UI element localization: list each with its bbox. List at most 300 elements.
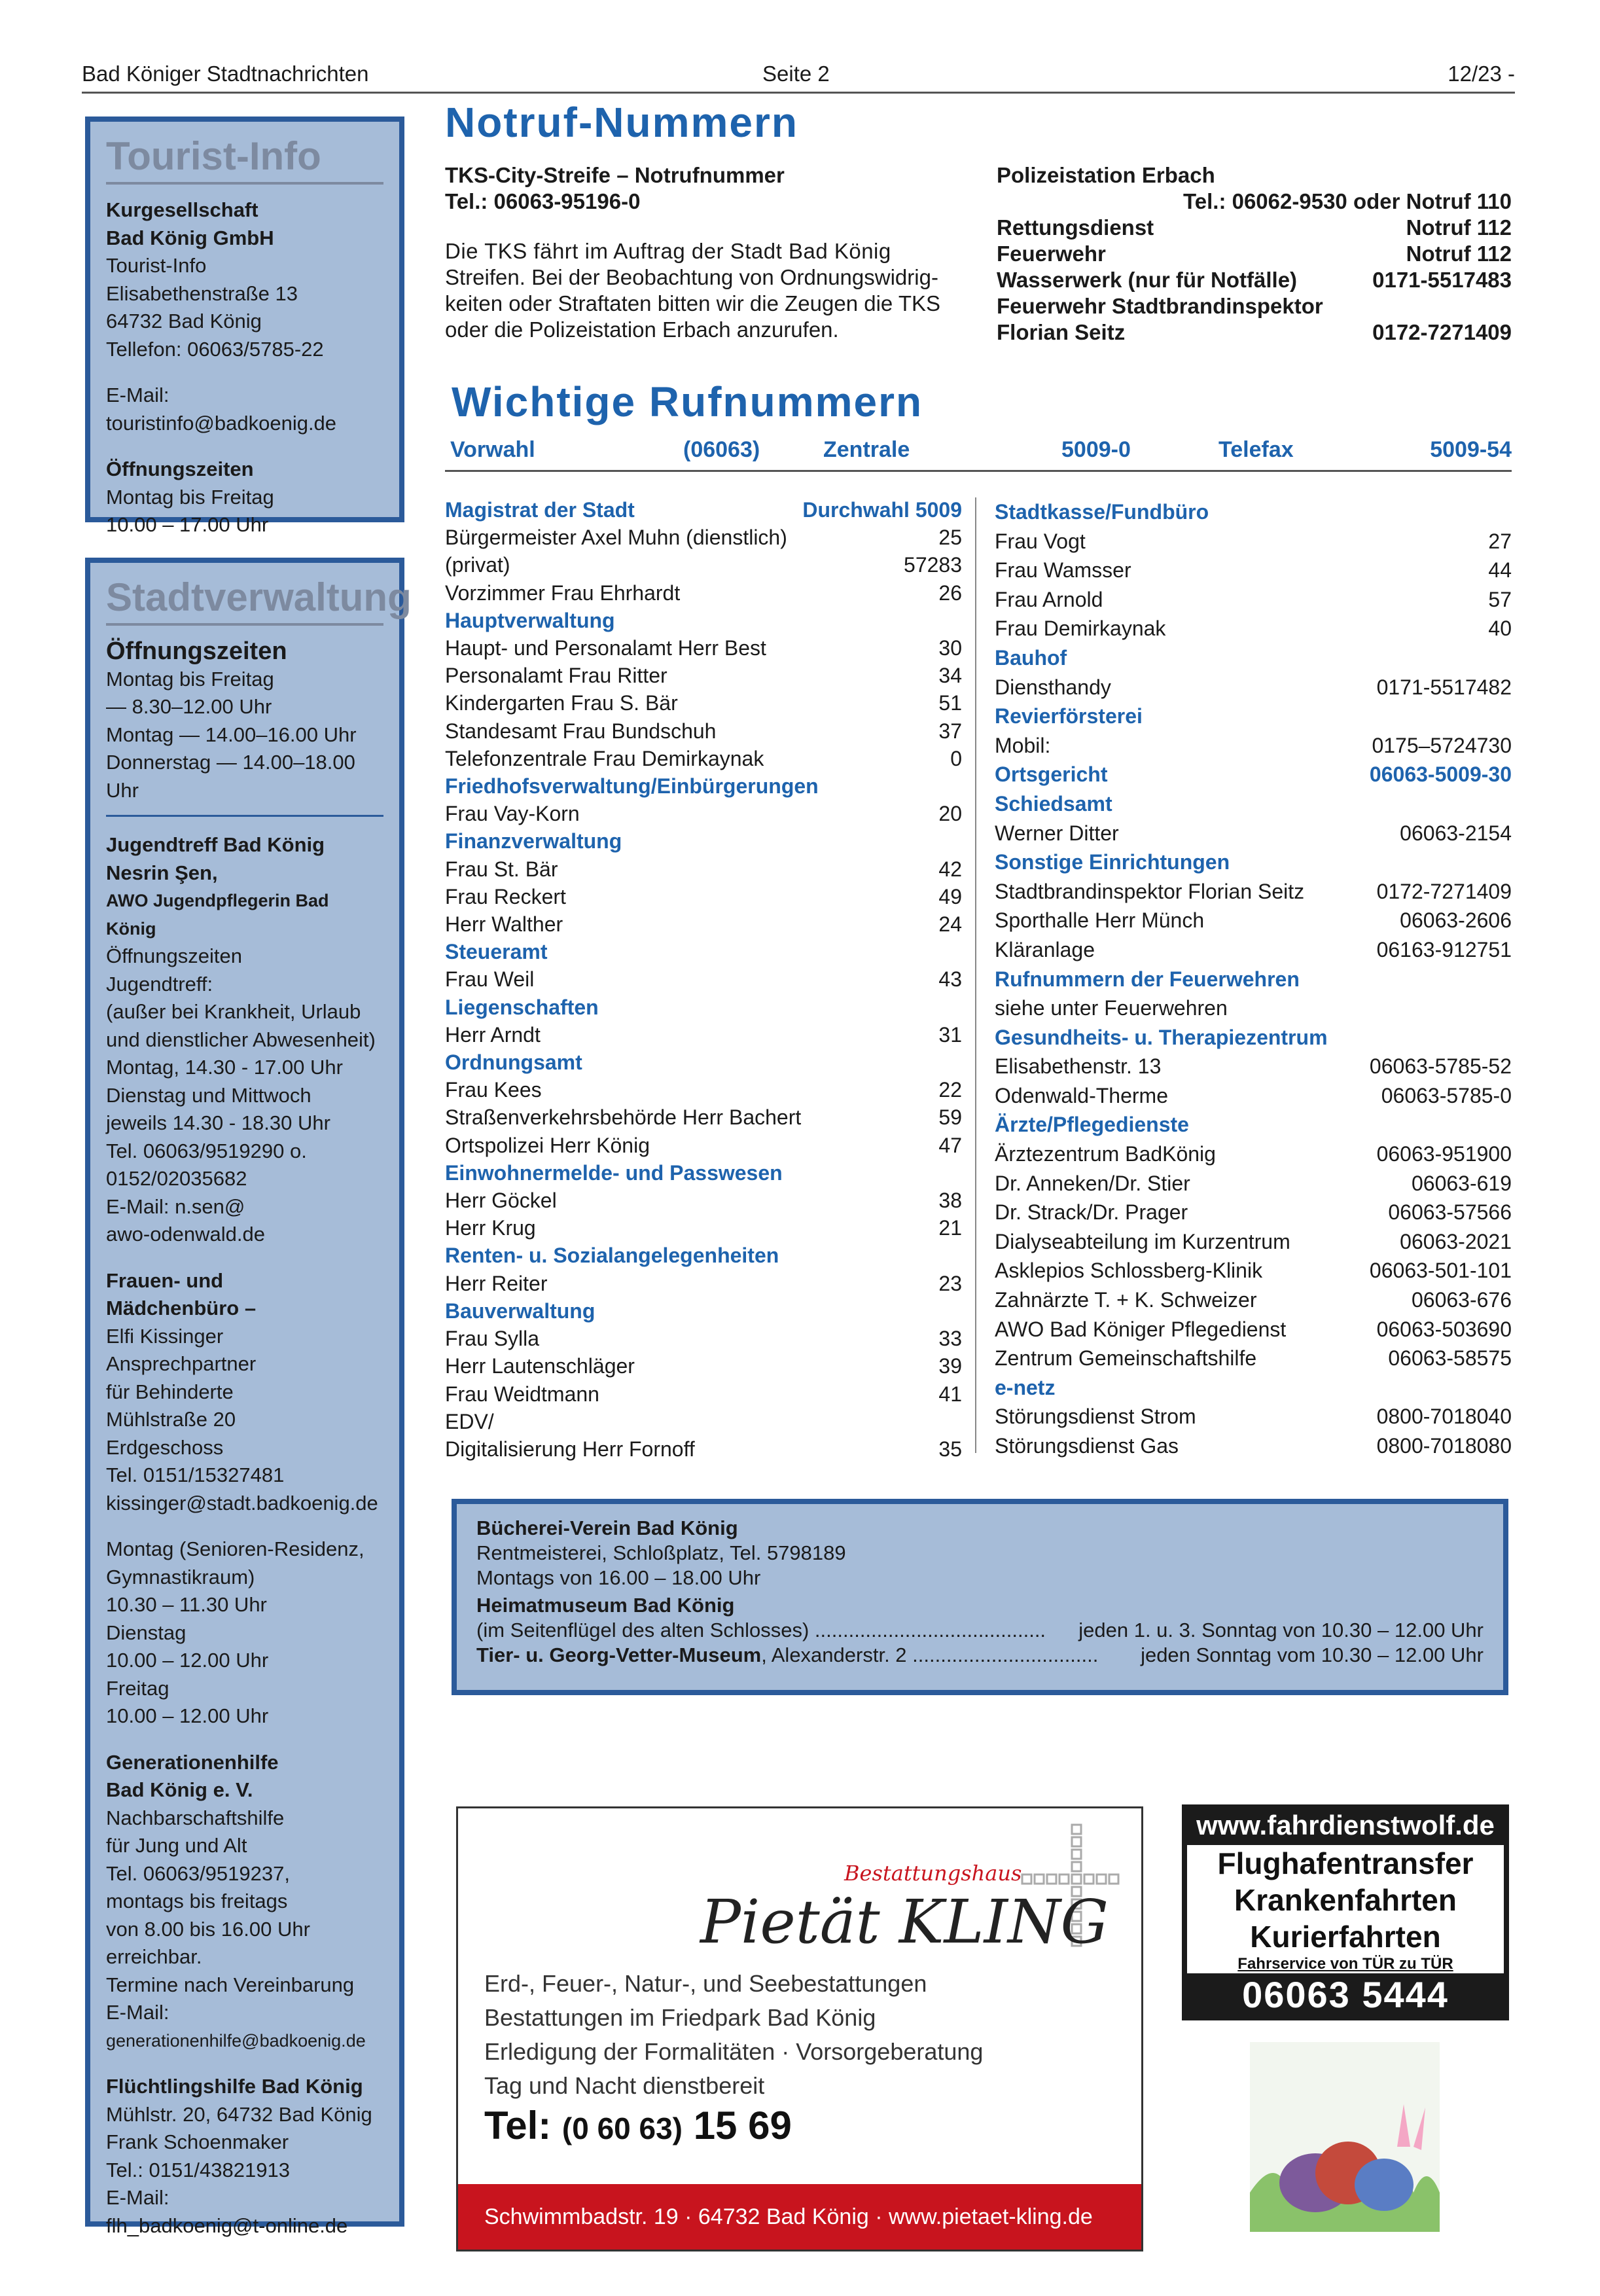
email-link[interactable]: flh_badkoenig@t-online.de — [106, 2214, 348, 2237]
category-row — [445, 772, 962, 800]
contact-name: Herr Krug — [445, 1216, 536, 1240]
emergency-label: Feuerwehr — [997, 242, 1106, 266]
extension-number: 57283 — [904, 553, 962, 577]
text-line: 10.00 – 12.00 Uhr — [106, 1704, 269, 1727]
tks-phone: Tel.: 06063-95196-0 — [445, 189, 641, 213]
text-line: Mühlstraße 20 — [106, 1408, 236, 1431]
category-number: Durchwahl 5009 — [802, 498, 962, 522]
museum-address: , Alexanderstr. 2 ................................. — [761, 1643, 1099, 1666]
contact-name: Digitalisierung Herr Fornoff — [445, 1437, 695, 1461]
hours-line: Montag — 14.00–16.00 Uhr — [106, 723, 357, 746]
extension-number: 06063-2021 — [1400, 1229, 1512, 1253]
phone-row — [445, 1270, 962, 1297]
phone-row — [445, 634, 962, 662]
hours-line: Donnerstag — 14.00–18.00 Uhr — [106, 751, 355, 802]
frauenbuero-title: Frauen- und — [106, 1268, 224, 1292]
phone-row — [445, 689, 962, 717]
museum-row — [476, 1643, 1484, 1668]
hours-line: Montag bis Freitag — [106, 667, 274, 691]
taxi-service-ad — [1182, 1804, 1509, 2020]
phone-row — [995, 1198, 1512, 1227]
contact-name: Dialyseabteilung im Kurzentrum — [995, 1229, 1290, 1253]
phone-row — [445, 1408, 962, 1435]
tel-number: 15 69 — [693, 2104, 792, 2147]
contact-name: EDV/ — [445, 1409, 494, 1433]
contact-name: Frau Vay-Korn — [445, 802, 580, 826]
extension-number: 26 — [938, 581, 962, 605]
extension-number: 06063-951900 — [1376, 1142, 1512, 1166]
category-label: e-netz — [995, 1375, 1056, 1399]
ad-phone: 06063 5444 — [1242, 1974, 1449, 2015]
extension-number: 0 — [950, 746, 962, 770]
extension-number: 0800-7018040 — [1376, 1405, 1512, 1429]
contact-name: Sporthalle Herr Münch — [995, 908, 1205, 933]
text-line: Tel. 06063/9519290 o. — [106, 1139, 307, 1162]
phone-row — [995, 935, 1512, 965]
emergency-label: Florian Seitz — [997, 320, 1126, 344]
contact-name: (privat) — [445, 553, 510, 577]
contact-name: Ortspolizei Herr König — [445, 1133, 650, 1157]
service-line: Kurierfahrten — [1250, 1920, 1441, 1954]
phone-row — [995, 614, 1512, 643]
text-line: erreichbar. — [106, 1945, 202, 1968]
police-phone: Tel.: 06062-9530 oder Notruf 110 — [1183, 189, 1512, 213]
category-label: Hauptverwaltung — [445, 608, 615, 632]
contact-name: Frau Demirkaynak — [995, 617, 1166, 641]
extension-number: 39 — [938, 1354, 962, 1378]
phone-row — [445, 524, 962, 551]
contact-name: Frau Sylla — [445, 1327, 540, 1351]
contact-name: Frau Vogt — [995, 529, 1086, 553]
hours-title: Öffnungszeiten — [106, 637, 287, 665]
extension-number: 0800-7018080 — [1376, 1434, 1512, 1458]
extension-number: 06063-2606 — [1400, 908, 1512, 933]
phone-row — [995, 819, 1512, 848]
extension-number: 37 — [938, 719, 962, 743]
ad-phone — [484, 2103, 792, 2148]
contact-name: Herr Walther — [445, 912, 563, 937]
address-line: Tourist-Info — [106, 254, 207, 277]
extension-number: 27 — [1488, 529, 1512, 553]
contact-name: Personalamt Frau Ritter — [445, 664, 667, 688]
phone-row — [995, 556, 1512, 585]
phone-row — [445, 551, 962, 579]
phone-row — [445, 1435, 962, 1463]
phone-row — [995, 1315, 1512, 1344]
phone-row — [445, 1103, 962, 1131]
phone-row — [445, 1132, 962, 1159]
contact-name: Standesamt Frau Bundschuh — [445, 719, 717, 743]
category-row — [445, 1242, 962, 1269]
contact-name: Frau St. Bär — [445, 857, 558, 881]
org-name-2: Bad König GmbH — [106, 226, 274, 249]
address-line: 64732 Bad König — [106, 310, 262, 332]
easter-eggs-graphic — [1250, 2042, 1440, 2232]
contact-name: Elisabethenstr. 13 — [995, 1054, 1162, 1079]
hours-label: Öffnungszeiten — [106, 457, 254, 480]
phone-row — [995, 1256, 1512, 1285]
phone-row — [445, 800, 962, 827]
emergency-row — [997, 267, 1512, 293]
text-line: Tel. 06063/9519237, — [106, 1861, 290, 1885]
jugendtreff-role: AWO Jugendpflegerin Bad König — [106, 891, 329, 939]
page-header — [82, 58, 1515, 94]
extension-number: 43 — [938, 967, 962, 992]
phone-row — [995, 1081, 1512, 1111]
contact-name: Dr. Strack/Dr. Prager — [995, 1200, 1188, 1225]
category-label: Friedhofsverwaltung/Einbürgerungen — [445, 774, 819, 798]
phone-row — [995, 1285, 1512, 1315]
category-row — [995, 760, 1512, 789]
text-line: und dienstlicher Abwesenheit) — [106, 1028, 376, 1051]
service-line: Tag und Nacht dienstbereit — [484, 2072, 765, 2099]
extension-number: 06063-57566 — [1388, 1200, 1512, 1225]
museum-location: (im Seitenflügel des alten Schlosses) ......................................... — [476, 1619, 1046, 1641]
text-line: Jugendtreff: — [106, 972, 213, 996]
page-number: Seite 2 — [762, 62, 830, 86]
category-label: Ärzte/Pflegedienste — [995, 1113, 1189, 1137]
ad-url: www.fahrdienstwolf.de — [1196, 1810, 1495, 1840]
email-link[interactable]: E-Mail: n.sen@ — [106, 1194, 245, 1218]
category-row — [445, 496, 962, 524]
hours-line: — 8.30–12.00 Uhr — [106, 695, 272, 718]
contact-name: Straßenverkehrsbehörde Herr Bachert — [445, 1105, 802, 1130]
email-link[interactable]: kissinger@stadt.badkoenig.de — [106, 1491, 378, 1515]
hours-days: Montag bis Freitag — [106, 485, 274, 509]
phone-row — [995, 1169, 1512, 1198]
text-line: Dienstag — [106, 1621, 187, 1644]
easter-eggs-image — [1250, 2042, 1440, 2232]
phone-row — [445, 1076, 962, 1103]
contact-name: Frau Weil — [445, 967, 535, 992]
extension-number: 41 — [938, 1382, 962, 1406]
extension-number: 0171-5517482 — [1376, 675, 1512, 699]
email-link[interactable]: generationenhilfe@badkoenig.de — [106, 2030, 366, 2051]
tks-title: TKS-City-Streife – Notrufnummer — [445, 163, 785, 187]
email-label: E-Mail: — [106, 384, 169, 406]
phone-row — [445, 1380, 962, 1408]
text-line: von 8.00 bis 16.00 Uhr — [106, 1917, 310, 1941]
stadtverwaltung-title: Stadtverwaltung — [106, 572, 383, 626]
phone-row — [445, 883, 962, 910]
contact-name: Herr Reiter — [445, 1271, 548, 1295]
extension-number: 06063-503690 — [1376, 1317, 1512, 1341]
contact-name: Frau Wamsser — [995, 558, 1131, 583]
tel-label: Tel: — [484, 2104, 552, 2147]
jugendtreff-contact: Nesrin Şen, — [106, 861, 218, 884]
address-line: Elisabethenstraße 13 — [106, 281, 298, 305]
category-row — [445, 1297, 962, 1325]
library-address: Rentmeisterei, Schloßplatz, Tel. 5798189 — [476, 1541, 846, 1564]
category-row — [995, 848, 1512, 877]
extension-number: 44 — [1488, 558, 1512, 583]
category-label: Sonstige Einrichtungen — [995, 850, 1230, 874]
emergency-number: Notruf 112 — [1406, 242, 1512, 266]
category-number: 06063-5009-30 — [1369, 762, 1512, 787]
contact-name: Herr Göckel — [445, 1189, 557, 1213]
category-label: Bauhof — [995, 645, 1067, 670]
extension-number: 25 — [938, 526, 962, 550]
service-line: Krankenfahrten — [1234, 1883, 1457, 1917]
text-line: Mühlstr. 20, 64732 Bad König — [106, 2102, 372, 2126]
category-row — [445, 827, 962, 855]
emergency-number: 0171-5517483 — [1372, 268, 1512, 292]
category-label: Finanzverwaltung — [445, 829, 622, 853]
tourist-info-box — [85, 117, 404, 536]
telefax-label: Telefax — [1218, 437, 1294, 462]
contact-name: siehe unter Feuerwehren — [995, 996, 1228, 1020]
emergency-row — [997, 319, 1512, 346]
text-line: Montag (Senioren-Residenz, — [106, 1537, 364, 1560]
tks-block — [445, 162, 962, 343]
extension-number: 0172-7271409 — [1376, 879, 1512, 903]
text-line: Freitag — [106, 1676, 169, 1700]
phone-row — [445, 910, 962, 938]
category-row — [445, 1159, 962, 1187]
extension-number: 38 — [938, 1189, 962, 1213]
phone-row — [445, 1352, 962, 1380]
contact-name: Ärztezentrum BadKönig — [995, 1142, 1216, 1166]
service-list — [484, 1967, 983, 2103]
tks-text: keiten oder Straftaten bitten wir die Zeugen die TKS — [445, 291, 941, 315]
category-label: Steueramt — [445, 940, 548, 964]
contact-name: Werner Ditter — [995, 821, 1119, 845]
frauenbuero-title-2: Mädchenbüro – — [106, 1297, 257, 1319]
phone-row — [445, 1021, 962, 1049]
extension-number: 06063-501-101 — [1369, 1259, 1512, 1283]
phone-row — [445, 855, 962, 883]
stadtverwaltung-box — [85, 558, 412, 2237]
text-line: 0152/02035682 — [106, 1167, 247, 1190]
jugendtreff-title: Jugendtreff Bad König — [106, 833, 325, 856]
divider — [106, 815, 383, 817]
extension-number: 21 — [938, 1216, 962, 1240]
phone-row — [995, 1402, 1512, 1431]
tel-area: (0 60 63) — [561, 2111, 683, 2145]
extension-number: 47 — [938, 1133, 962, 1157]
service-tagline: Fahrservice von TÜR zu TÜR — [1187, 1955, 1504, 1973]
phone-row — [995, 731, 1512, 761]
extension-number: 23 — [938, 1271, 962, 1295]
contact-name: Stadtbrandinspektor Florian Seitz — [995, 879, 1305, 903]
phone-row — [445, 745, 962, 772]
extension-number: 0175–5724730 — [1372, 733, 1512, 757]
contact-name: Haupt- und Personalamt Herr Best — [445, 636, 766, 660]
funeral-home-ad — [456, 1806, 1143, 2251]
contact-name: Kindergarten Frau S. Bär — [445, 691, 678, 715]
phone-row — [445, 662, 962, 689]
extension-number: 57 — [1488, 587, 1512, 611]
extension-number: 42 — [938, 857, 962, 881]
category-row — [445, 1049, 962, 1076]
extension-number: 06063-5785-0 — [1381, 1083, 1512, 1107]
text-line: Nachbarschaftshilfe — [106, 1806, 285, 1829]
text-line: Elfi Kissinger — [106, 1324, 224, 1348]
switchboard-bar — [445, 432, 1512, 472]
museum-hours: jeden 1. u. 3. Sonntag von 10.30 – 12.00 Uhr — [1078, 1619, 1484, 1641]
phone-line: Tellefon: 06063/5785-22 — [106, 337, 324, 361]
extension-number: 49 — [938, 884, 962, 908]
category-label: Ordnungsamt — [445, 1050, 582, 1075]
category-label: Gesundheits- u. Therapiezentrum — [995, 1025, 1328, 1049]
emergency-label: Wasserwerk (nur für Notfälle) — [997, 268, 1298, 292]
text-line: Termine nach Vereinbarung — [106, 1973, 355, 1996]
text-line: Tel. 0151/15327481 — [106, 1463, 285, 1486]
extension-number: 51 — [938, 691, 962, 715]
phone-row — [995, 585, 1512, 615]
column-divider — [975, 497, 976, 1453]
email-link[interactable]: awo-odenwald.de — [106, 1223, 266, 1246]
phone-row — [995, 1227, 1512, 1257]
text-line: Öffnungszeiten — [106, 944, 242, 967]
category-row — [995, 789, 1512, 819]
service-list — [1187, 1845, 1504, 1955]
tourist-info-title: Tourist-Info — [106, 131, 383, 185]
contact-name: Herr Lautenschläger — [445, 1354, 635, 1378]
tks-text: oder die Polizeistation Erbach anzurufen. — [445, 317, 839, 342]
contact-name: Bürgermeister Axel Muhn (dienstlich) — [445, 526, 787, 550]
contact-name: Kläranlage — [995, 937, 1095, 961]
phone-row — [995, 527, 1512, 556]
email-link[interactable]: touristinfo@badkoenig.de — [106, 411, 337, 435]
contact-name: Dr. Anneken/Dr. Stier — [995, 1171, 1190, 1195]
notruf-title: Notruf-Nummern — [445, 99, 798, 146]
contact-name: Zahnärzte T. + K. Schweizer — [995, 1288, 1257, 1312]
contact-name: Frau Arnold — [995, 587, 1103, 611]
org-name: Kurgesellschaft — [106, 198, 258, 221]
extension-number: 33 — [938, 1327, 962, 1351]
wichtige-rufnummern-title: Wichtige Rufnummern — [452, 378, 923, 425]
extension-number: 34 — [938, 664, 962, 688]
text-line: Montag, 14.30 - 17.00 Uhr — [106, 1056, 343, 1079]
contact-name: Vorzimmer Frau Ehrhardt — [445, 581, 681, 605]
phone-row — [995, 1431, 1512, 1461]
extension-number: 24 — [938, 912, 962, 937]
category-label: Einwohnermelde- und Passwesen — [445, 1160, 783, 1185]
text-line: (außer bei Krankheit, Urlaub — [106, 1000, 361, 1023]
extension-number: 06063-5785-52 — [1369, 1054, 1512, 1079]
phone-row — [445, 1325, 962, 1352]
text-line: Dienstag und Mittwoch — [106, 1083, 311, 1107]
extension-number: 31 — [938, 1022, 962, 1047]
contact-name: Asklepios Schlossberg-Klinik — [995, 1259, 1263, 1283]
category-row — [995, 497, 1512, 527]
extension-number: 22 — [938, 1078, 962, 1102]
category-label: Ortsgericht — [995, 762, 1108, 787]
contact-name: Odenwald-Therme — [995, 1083, 1168, 1107]
contact-name: Diensthandy — [995, 675, 1111, 699]
category-row — [445, 607, 962, 634]
fluechtlingshilfe-title: Flüchtlingshilfe Bad König — [106, 2075, 363, 2098]
phone-row — [995, 994, 1512, 1023]
phone-list-left — [445, 496, 962, 1463]
extension-number: 20 — [938, 802, 962, 826]
generationenhilfe-title: Generationenhilfe — [106, 1750, 279, 1774]
category-row — [995, 1373, 1512, 1403]
extension-number: 35 — [938, 1437, 962, 1461]
category-label: Bauverwaltung — [445, 1299, 596, 1323]
category-label: Revierförsterei — [995, 704, 1143, 728]
phone-row — [445, 965, 962, 993]
ad-subtitle: Bestattungshaus — [844, 1861, 1022, 1886]
service-line: Bestattungen im Friedpark Bad König — [484, 2004, 876, 2031]
extension-number: 40 — [1488, 617, 1512, 641]
category-label: Liegenschaften — [445, 995, 599, 1019]
publication-name: Bad Königer Stadtnachrichten — [82, 62, 369, 86]
zentrale-value: 5009-0 — [1061, 437, 1131, 462]
emergency-label: Feuerwehr Stadtbrandinspektor — [997, 294, 1323, 318]
category-label: Renten- u. Sozialangelegenheiten — [445, 1244, 779, 1268]
telefax-value: 5009-54 — [1430, 437, 1512, 462]
extension-number: 59 — [938, 1105, 962, 1130]
contact-name: Telefonzentrale Frau Demirkaynak — [445, 746, 764, 770]
text-line: für Jung und Alt — [106, 1834, 247, 1857]
text-line: für Behinderte — [106, 1380, 234, 1403]
service-line: Erd-, Feuer-, Natur-, und Seebestattungen — [484, 1970, 927, 1997]
service-line: Erledigung der Formalitäten · Vorsorgeberatung — [484, 2038, 984, 2065]
text-line: Erdgeschoss — [106, 1435, 224, 1459]
text-line: 10.30 – 11.30 Uhr — [106, 1593, 267, 1616]
emergency-row — [997, 215, 1512, 241]
emergency-label: Rettungsdienst — [997, 215, 1154, 240]
phone-row — [995, 673, 1512, 702]
service-line: Flughafentransfer — [1217, 1846, 1474, 1880]
contact-name: Mobil: — [995, 733, 1051, 757]
extension-number: 06063-676 — [1411, 1288, 1512, 1312]
museum-row — [476, 1618, 1484, 1643]
phone-list-right — [995, 497, 1512, 1461]
contact-name: Störungsdienst Strom — [995, 1405, 1196, 1429]
phone-row — [995, 1344, 1512, 1373]
category-row — [445, 994, 962, 1021]
emergency-number: 0172-7271409 — [1372, 320, 1512, 344]
phone-row — [445, 1187, 962, 1214]
issue-number: 12/23 - — [1448, 62, 1515, 86]
phone-row — [995, 906, 1512, 935]
museum-title: Heimatmuseum Bad König — [476, 1594, 735, 1617]
ad-brand-name: Pietät KLING — [700, 1887, 1109, 1957]
extension-number: 30 — [938, 636, 962, 660]
zentrale-label: Zentrale — [823, 437, 910, 462]
text-line: jeweils 14.30 - 18.30 Uhr — [106, 1111, 330, 1134]
text-line: Frank Schoenmaker — [106, 2130, 289, 2153]
museum-name: Tier- u. Georg-Vetter-Museum — [476, 1643, 762, 1666]
contact-name: Störungsdienst Gas — [995, 1434, 1179, 1458]
library-museum-box — [452, 1499, 1508, 1695]
category-label: Stadtkasse/Fundbüro — [995, 500, 1209, 524]
text-line: E-Mail: — [106, 2001, 169, 2024]
contact-name: Zentrum Gemeinschaftshilfe — [995, 1346, 1257, 1371]
phone-row — [995, 877, 1512, 906]
tks-text: Die TKS fährt im Auftrag der Stadt Bad König — [445, 239, 891, 263]
ad-footer: Schwimmbadstr. 19 · 64732 Bad König · www.pietaet-kling.de — [458, 2184, 1141, 2250]
phone-row — [995, 1139, 1512, 1169]
phone-row — [445, 1214, 962, 1242]
category-row — [995, 643, 1512, 673]
library-title: Bücherei-Verein Bad König — [476, 1516, 738, 1539]
phone-row — [445, 717, 962, 745]
category-row — [995, 965, 1512, 994]
contact-name: Frau Weidtmann — [445, 1382, 599, 1406]
emergency-numbers — [997, 162, 1512, 346]
contact-name: Herr Arndt — [445, 1022, 541, 1047]
extension-number: 06063-619 — [1411, 1171, 1512, 1195]
text-line: 10.00 – 12.00 Uhr — [106, 1649, 269, 1672]
text-line: E-Mail: — [106, 2186, 169, 2209]
contact-name: Frau Kees — [445, 1078, 542, 1102]
category-label: Schiedsamt — [995, 791, 1112, 816]
category-row — [445, 938, 962, 965]
